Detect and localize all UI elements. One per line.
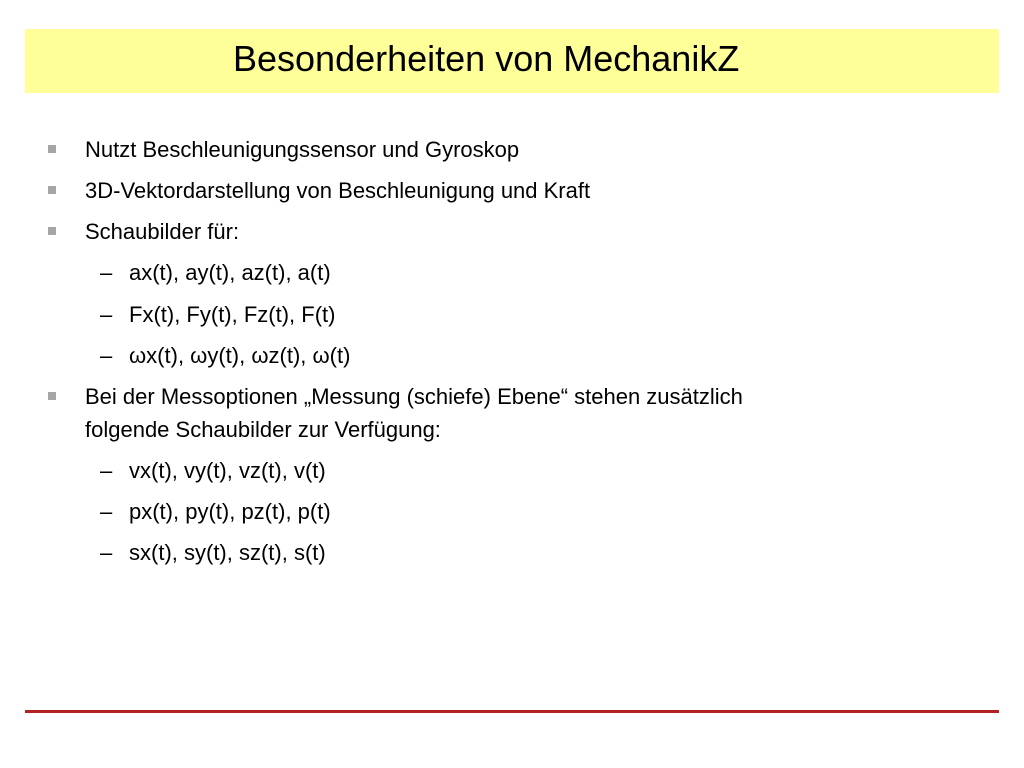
sub-bullet-item: ax(t), ay(t), az(t), a(t) <box>129 260 331 285</box>
dash-marker: – <box>100 302 113 327</box>
sub-bullet-item: ωx(t), ωy(t), ωz(t), ω(t) <box>129 343 351 368</box>
sub-bullet-item: sx(t), sy(t), sz(t), s(t) <box>129 540 326 565</box>
title-bar <box>25 29 999 93</box>
bullet-item: Bei der Messoptionen „Messung (schiefe) Ebene“ stehen zusätzlich <box>85 384 743 409</box>
bullet-item: Nutzt Beschleunigungssensor und Gyroskop <box>85 137 520 162</box>
sub-bullet-item: vx(t), vy(t), vz(t), v(t) <box>129 458 326 483</box>
square-bullet-icon <box>48 186 56 194</box>
sub-bullet-item: Fx(t), Fy(t), Fz(t), F(t) <box>129 302 336 327</box>
dash-marker: – <box>100 343 113 368</box>
slide-title: Besonderheiten von MechanikZ <box>233 38 740 79</box>
footer-divider <box>25 710 999 713</box>
square-bullet-icon <box>48 145 56 153</box>
dash-marker: – <box>100 260 113 285</box>
bullet-item: Schaubilder für: <box>85 219 240 244</box>
sub-bullet-item: px(t), py(t), pz(t), p(t) <box>129 499 331 524</box>
bullet-item: 3D-Vektordarstellung von Beschleunigung und Kraft <box>85 178 591 203</box>
square-bullet-icon <box>48 392 56 400</box>
square-bullet-icon <box>48 227 56 235</box>
dash-marker: – <box>100 540 113 565</box>
dash-marker: – <box>100 458 113 483</box>
bullet-item-continuation: folgende Schaubilder zur Verfügung: <box>85 417 441 442</box>
dash-marker: – <box>100 499 113 524</box>
